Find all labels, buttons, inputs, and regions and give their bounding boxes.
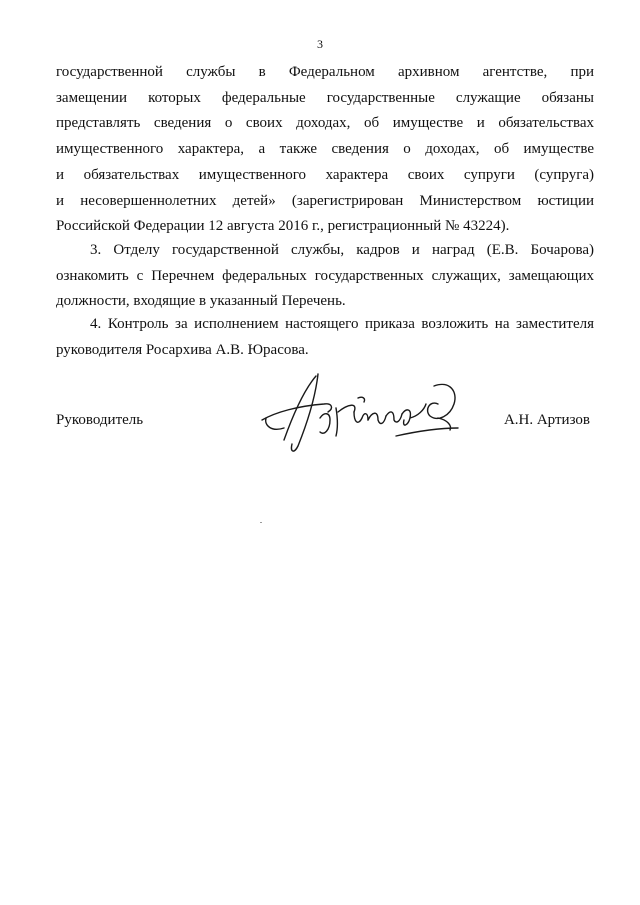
text-line: имущественного характера, а также сведения о доходах, об имуществе xyxy=(56,141,594,158)
text-line: 4. Контроль за исполнением настоящего приказа возложить на заместителя xyxy=(90,316,594,332)
handwritten-signature xyxy=(258,368,468,460)
text-line: представлять сведения о своих доходах, об имуществе и обязательствах xyxy=(56,115,594,132)
text-line: ознакомить с Перечнем федеральных государственных служащих, замещающих xyxy=(56,267,594,284)
text-line: и обязательствах имущественного характера своих супруги (супруга) xyxy=(56,166,594,183)
text-line: Российской Федерации 12 августа 2016 г., регистрационный № 43224). xyxy=(56,218,510,235)
paragraph-item-4 xyxy=(56,312,594,363)
scan-artifact xyxy=(260,522,262,523)
text-line: замещении которых федеральные государственные служащие обязаны xyxy=(56,89,594,106)
text-line: и несовершеннолетних детей» (зарегистрирован Министерством юстиции xyxy=(56,192,594,209)
paragraph-continuation xyxy=(56,60,594,240)
signatory-name: А.Н. Артизов xyxy=(503,412,590,428)
text-line: должности, входящие в указанный Перечень. xyxy=(56,293,346,310)
page-number: 3 xyxy=(317,37,323,51)
text-line: руководителя Росархива А.В. Юрасова. xyxy=(56,341,309,358)
paragraph-item-3 xyxy=(56,238,594,315)
signatory-title: Руководитель xyxy=(56,412,144,428)
text-line: государственной службы в Федеральном архивном агентстве, при xyxy=(56,64,594,80)
text-line: 3. Отделу государственной службы, кадров и наград (Е.В. Бочарова) xyxy=(90,242,594,258)
